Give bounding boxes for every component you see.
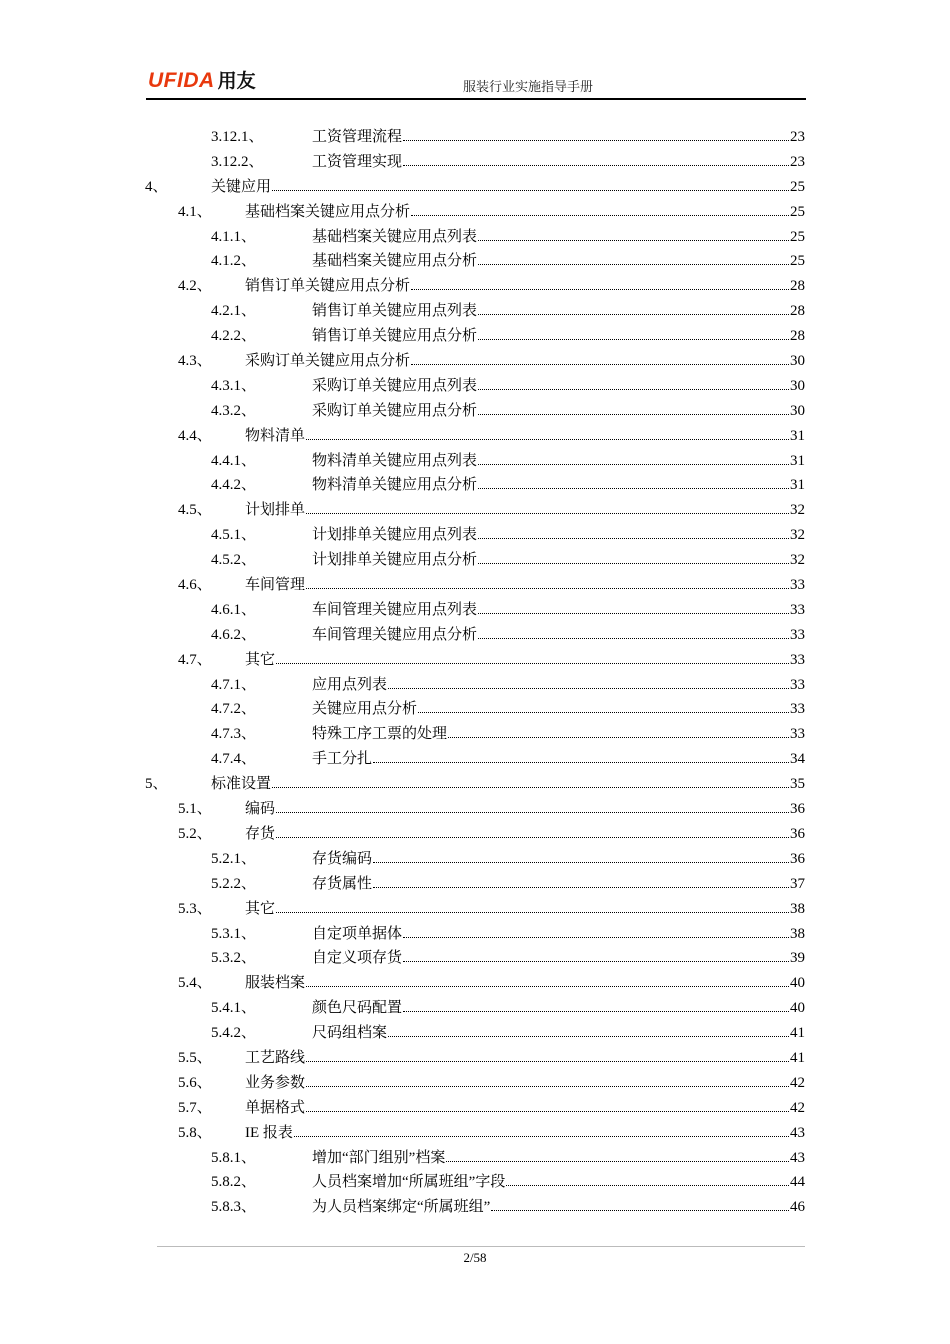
toc-dot-leader: [446, 1160, 789, 1162]
toc-dot-leader: [388, 1035, 789, 1037]
toc-entry-page: 33: [790, 676, 805, 693]
toc-dot-leader: [276, 836, 789, 838]
toc-entry[interactable]: [0, 698, 950, 723]
toc-entry[interactable]: [0, 375, 950, 400]
toc-entry-number: 4.4、: [178, 427, 212, 444]
toc-dot-leader: [478, 313, 789, 315]
toc-entry[interactable]: [0, 1147, 950, 1172]
toc-entry-number: 4.7.2、: [211, 701, 257, 718]
toc-dot-leader: [276, 911, 789, 913]
toc-entry-title: 工艺路线: [245, 1049, 306, 1066]
toc-entry-page: 41: [790, 1049, 805, 1066]
toc-entry[interactable]: [0, 400, 950, 425]
toc-dot-leader: [478, 612, 789, 614]
toc-dot-leader: [373, 761, 789, 763]
toc-entry[interactable]: [0, 1171, 950, 1196]
toc-entry-number: 5.3、: [178, 900, 212, 917]
toc-entry-title: 物料清单关键应用点列表: [312, 452, 478, 469]
toc-entry-page: 30: [790, 402, 805, 419]
toc-entry-page: 23: [790, 153, 805, 170]
toc-entry-title: 人员档案增加“所属班组”字段: [312, 1174, 506, 1191]
toc-entry-number: 4、: [145, 178, 168, 195]
toc-entry-number: 4.5、: [178, 502, 212, 519]
toc-dot-leader: [373, 861, 789, 863]
toc-entry-title: 关键应用: [211, 178, 272, 195]
toc-entry-title: 销售订单关键应用点分析: [312, 328, 478, 345]
toc-dot-leader: [306, 587, 789, 589]
toc-entry-page: 44: [790, 1174, 805, 1191]
toc-entry[interactable]: [0, 1097, 950, 1122]
toc-entry-page: 25: [790, 228, 805, 245]
toc-entry-number: 5.4.1、: [211, 1000, 257, 1017]
toc-entry-number: 4.2、: [178, 278, 212, 295]
toc-entry-title: 存货属性: [312, 875, 373, 892]
toc-entry-number: 5.3.2、: [211, 950, 257, 967]
toc-entry-page: 23: [790, 129, 805, 145]
toc-dot-leader: [478, 413, 789, 415]
toc-entry-number: 4.4.2、: [211, 477, 257, 494]
ufida-logo: [148, 66, 256, 92]
toc-entry-number: 4.2.1、: [211, 303, 257, 320]
toc-dot-leader: [272, 786, 789, 788]
toc-entry[interactable]: [0, 873, 950, 898]
toc-entry-page: 36: [790, 850, 805, 867]
toc-entry-title: 颜色尺码配置: [312, 1000, 403, 1017]
toc-entry[interactable]: [0, 450, 950, 475]
toc-dot-leader: [411, 363, 789, 365]
toc-entry-number: 4.7、: [178, 651, 212, 668]
toc-entry-number: 5.6、: [178, 1074, 212, 1091]
toc-entry-page: 38: [790, 925, 805, 942]
toc-entry[interactable]: [0, 624, 950, 649]
toc-entry[interactable]: [0, 226, 950, 251]
toc-entry[interactable]: [0, 972, 950, 997]
toc-dot-leader: [272, 189, 789, 191]
page-number: 2/58: [463, 1250, 487, 1265]
toc-entry[interactable]: [0, 599, 950, 624]
header-divider: [146, 98, 806, 100]
toc-entry-page: 40: [790, 975, 805, 992]
toc-entry-number: 5、: [145, 776, 168, 793]
toc-entry[interactable]: [0, 524, 950, 549]
toc-entry[interactable]: [0, 549, 950, 574]
toc-entry-title: 采购订单关键应用点分析: [312, 402, 478, 419]
toc-entry-number: 3.12.1、: [211, 129, 264, 145]
toc-entry[interactable]: [0, 947, 950, 972]
toc-dot-leader: [478, 637, 789, 639]
toc-dot-leader: [478, 263, 789, 265]
toc-entry-title: 特殊工序工票的处理: [312, 726, 448, 743]
toc-entry[interactable]: [0, 773, 950, 798]
toc-entry-page: 32: [790, 502, 805, 519]
toc-entry-title: 增加“部门组别”档案: [312, 1149, 446, 1166]
toc-entry-page: 33: [790, 577, 805, 594]
toc-entry[interactable]: [0, 325, 950, 350]
toc-entry-title: 编码: [245, 801, 276, 818]
toc-entry[interactable]: [0, 649, 950, 674]
toc-entry-page: 35: [790, 776, 805, 793]
toc-entry[interactable]: [0, 674, 950, 699]
toc-entry-number: 5.2.2、: [211, 875, 257, 892]
toc-entry-number: 4.4.1、: [211, 452, 257, 469]
table-of-contents: [0, 126, 950, 1221]
toc-entry-page: 33: [790, 701, 805, 718]
toc-entry-title: 服装档案: [245, 975, 306, 992]
toc-entry-page: 30: [790, 377, 805, 394]
toc-entry[interactable]: [0, 1047, 950, 1072]
toc-entry-number: 4.1.1、: [211, 228, 257, 245]
toc-entry[interactable]: [0, 798, 950, 823]
toc-entry-number: 4.7.4、: [211, 751, 257, 768]
toc-entry[interactable]: [0, 126, 950, 151]
toc-entry-title: 物料清单关键应用点分析: [312, 477, 478, 494]
toc-entry-number: 5.5、: [178, 1049, 212, 1066]
toc-entry-page: 30: [790, 353, 805, 370]
toc-entry-number: 4.5.1、: [211, 527, 257, 544]
toc-entry-number: 5.4.2、: [211, 1025, 257, 1042]
toc-entry-title: 其它: [245, 900, 276, 917]
toc-entry-number: 5.7、: [178, 1099, 212, 1116]
toc-entry-page: 28: [790, 278, 805, 295]
toc-dot-leader: [411, 214, 789, 216]
toc-dot-leader: [478, 487, 789, 489]
toc-entry-title: 车间管理关键应用点列表: [312, 601, 478, 618]
toc-entry[interactable]: [0, 898, 950, 923]
toc-dot-leader: [411, 288, 789, 290]
toc-entry[interactable]: [0, 848, 950, 873]
toc-entry-number: 4.6.1、: [211, 601, 257, 618]
toc-entry-title: 其它: [245, 651, 276, 668]
footer-divider: [157, 1246, 805, 1247]
toc-entry-page: 31: [790, 477, 805, 494]
toc-entry[interactable]: [0, 997, 950, 1022]
toc-entry-number: 3.12.2、: [211, 153, 264, 170]
toc-entry-number: 4.3.2、: [211, 402, 257, 419]
toc-entry-page: 39: [790, 950, 805, 967]
toc-entry-number: 4.6.2、: [211, 626, 257, 643]
toc-entry-page: 46: [790, 1199, 805, 1216]
document-title: 服装行业实施指导手册: [463, 80, 594, 95]
toc-entry-page: 34: [790, 751, 805, 768]
toc-dot-leader: [403, 1010, 789, 1012]
toc-entry-title: 计划排单关键应用点分析: [312, 552, 478, 569]
toc-entry-page: 38: [790, 900, 805, 917]
toc-entry[interactable]: [0, 176, 950, 201]
toc-dot-leader: [306, 438, 789, 440]
toc-entry-title: 应用点列表: [312, 676, 388, 693]
toc-entry-title: 工资管理流程: [312, 129, 403, 145]
toc-entry-number: 4.1、: [178, 203, 212, 220]
toc-dot-leader: [403, 936, 789, 938]
toc-dot-leader: [478, 562, 789, 564]
toc-entry[interactable]: [0, 425, 950, 450]
toc-entry-page: 31: [790, 427, 805, 444]
toc-entry[interactable]: [0, 1022, 950, 1047]
toc-entry-title: 为人员档案绑定“所属班组”: [312, 1199, 491, 1216]
toc-entry-page: 33: [790, 601, 805, 618]
toc-entry-title: 销售订单关键应用点列表: [312, 303, 478, 320]
toc-dot-leader: [388, 687, 789, 689]
toc-entry-number: 4.7.3、: [211, 726, 257, 743]
toc-entry[interactable]: [0, 1122, 950, 1147]
toc-entry[interactable]: [0, 474, 950, 499]
toc-entry-title: 自定义项存货: [312, 950, 403, 967]
toc-entry-title: 存货编码: [312, 850, 373, 867]
toc-entry[interactable]: [0, 1196, 950, 1221]
toc-entry-page: 33: [790, 726, 805, 743]
toc-entry-number: 5.4、: [178, 975, 212, 992]
toc-dot-leader: [478, 388, 789, 390]
toc-entry-page: 25: [790, 253, 805, 270]
toc-entry-number: 5.1、: [178, 801, 212, 818]
toc-dot-leader: [276, 811, 789, 813]
toc-entry-number: 5.8.3、: [211, 1199, 257, 1216]
toc-entry-number: 4.3.1、: [211, 377, 257, 394]
toc-entry-number: 4.1.2、: [211, 253, 257, 270]
toc-dot-leader: [276, 662, 789, 664]
toc-entry-title: 采购订单关键应用点分析: [245, 353, 411, 370]
toc-entry-page: 37: [790, 875, 805, 892]
toc-entry-title: 计划排单关键应用点列表: [312, 527, 478, 544]
toc-entry-title: 计划排单: [245, 502, 306, 519]
toc-entry-number: 4.7.1、: [211, 676, 257, 693]
toc-entry[interactable]: [0, 250, 950, 275]
toc-entry-title: 自定项单据体: [312, 925, 403, 942]
toc-entry-page: 43: [790, 1149, 805, 1166]
toc-entry-title: 采购订单关键应用点列表: [312, 377, 478, 394]
toc-entry-page: 25: [790, 178, 805, 195]
toc-entry-title: IE 报表: [245, 1124, 293, 1141]
toc-dot-leader: [306, 1060, 789, 1062]
toc-entry-title: 关键应用点分析: [312, 701, 418, 718]
toc-dot-leader: [403, 139, 789, 141]
toc-entry-number: 5.8.1、: [211, 1149, 257, 1166]
toc-entry-number: 5.8、: [178, 1124, 212, 1141]
toc-entry-page: 36: [790, 801, 805, 818]
toc-entry-number: 4.2.2、: [211, 328, 257, 345]
toc-entry-number: 5.2、: [178, 825, 212, 842]
toc-entry-page: 36: [790, 825, 805, 842]
toc-entry-title: 存货: [245, 825, 276, 842]
toc-entry-title: 尺码组档案: [312, 1025, 388, 1042]
toc-dot-leader: [478, 338, 789, 340]
toc-entry-number: 5.3.1、: [211, 925, 257, 942]
toc-entry-title: 标准设置: [211, 776, 272, 793]
toc-entry-title: 基础档案关键应用点分析: [312, 253, 478, 270]
logo-text-cn: 用友: [217, 71, 256, 92]
toc-entry-page: 43: [790, 1124, 805, 1141]
toc-entry-page: 41: [790, 1025, 805, 1042]
toc-entry-number: 5.2.1、: [211, 850, 257, 867]
toc-entry[interactable]: [0, 923, 950, 948]
toc-entry-page: 42: [790, 1074, 805, 1091]
toc-entry-number: 4.6、: [178, 577, 212, 594]
toc-entry-page: 33: [790, 651, 805, 668]
toc-dot-leader: [478, 463, 789, 465]
toc-entry-page: 28: [790, 328, 805, 345]
toc-entry-title: 单据格式: [245, 1099, 306, 1116]
toc-entry[interactable]: [0, 723, 950, 748]
toc-dot-leader: [294, 1135, 789, 1137]
toc-entry-title: 工资管理实现: [312, 153, 403, 170]
toc-entry[interactable]: [0, 748, 950, 773]
toc-dot-leader: [418, 711, 789, 713]
toc-entry-page: 31: [790, 452, 805, 469]
toc-dot-leader: [448, 736, 789, 738]
toc-entry-title: 车间管理: [245, 577, 306, 594]
toc-dot-leader: [478, 239, 789, 241]
toc-dot-leader: [506, 1184, 789, 1186]
toc-dot-leader: [478, 537, 789, 539]
toc-dot-leader: [491, 1209, 789, 1211]
toc-dot-leader: [403, 164, 789, 166]
toc-entry[interactable]: [0, 275, 950, 300]
toc-dot-leader: [306, 512, 789, 514]
toc-entry[interactable]: [0, 1072, 950, 1097]
toc-entry[interactable]: [0, 300, 950, 325]
toc-entry-number: 5.8.2、: [211, 1174, 257, 1191]
toc-entry-page: 42: [790, 1099, 805, 1116]
toc-entry[interactable]: [0, 574, 950, 599]
toc-entry-title: 物料清单: [245, 427, 306, 444]
toc-entry-title: 车间管理关键应用点分析: [312, 626, 478, 643]
toc-dot-leader: [403, 960, 789, 962]
toc-entry-title: 基础档案关键应用点列表: [312, 228, 478, 245]
toc-entry[interactable]: [0, 499, 950, 524]
toc-dot-leader: [306, 1085, 789, 1087]
toc-dot-leader: [306, 985, 789, 987]
toc-entry-page: 32: [790, 527, 805, 544]
toc-entry-page: 33: [790, 626, 805, 643]
logo-text-en: UFIDA: [148, 69, 215, 92]
toc-dot-leader: [306, 1110, 789, 1112]
toc-entry-title: 销售订单关键应用点分析: [245, 278, 411, 295]
toc-entry-number: 4.5.2、: [211, 552, 257, 569]
toc-entry-page: 32: [790, 552, 805, 569]
toc-entry-title: 基础档案关键应用点分析: [245, 203, 411, 220]
toc-entry[interactable]: [0, 823, 950, 848]
toc-entry-number: 4.3、: [178, 353, 212, 370]
toc-entry[interactable]: [0, 201, 950, 226]
toc-entry[interactable]: [0, 151, 950, 176]
toc-entry-title: 手工分扎: [312, 751, 373, 768]
toc-entry-page: 25: [790, 203, 805, 220]
toc-entry-page: 28: [790, 303, 805, 320]
toc-entry[interactable]: [0, 350, 950, 375]
toc-entry-title: 业务参数: [245, 1074, 306, 1091]
toc-dot-leader: [373, 886, 789, 888]
toc-entry-page: 40: [790, 1000, 805, 1017]
